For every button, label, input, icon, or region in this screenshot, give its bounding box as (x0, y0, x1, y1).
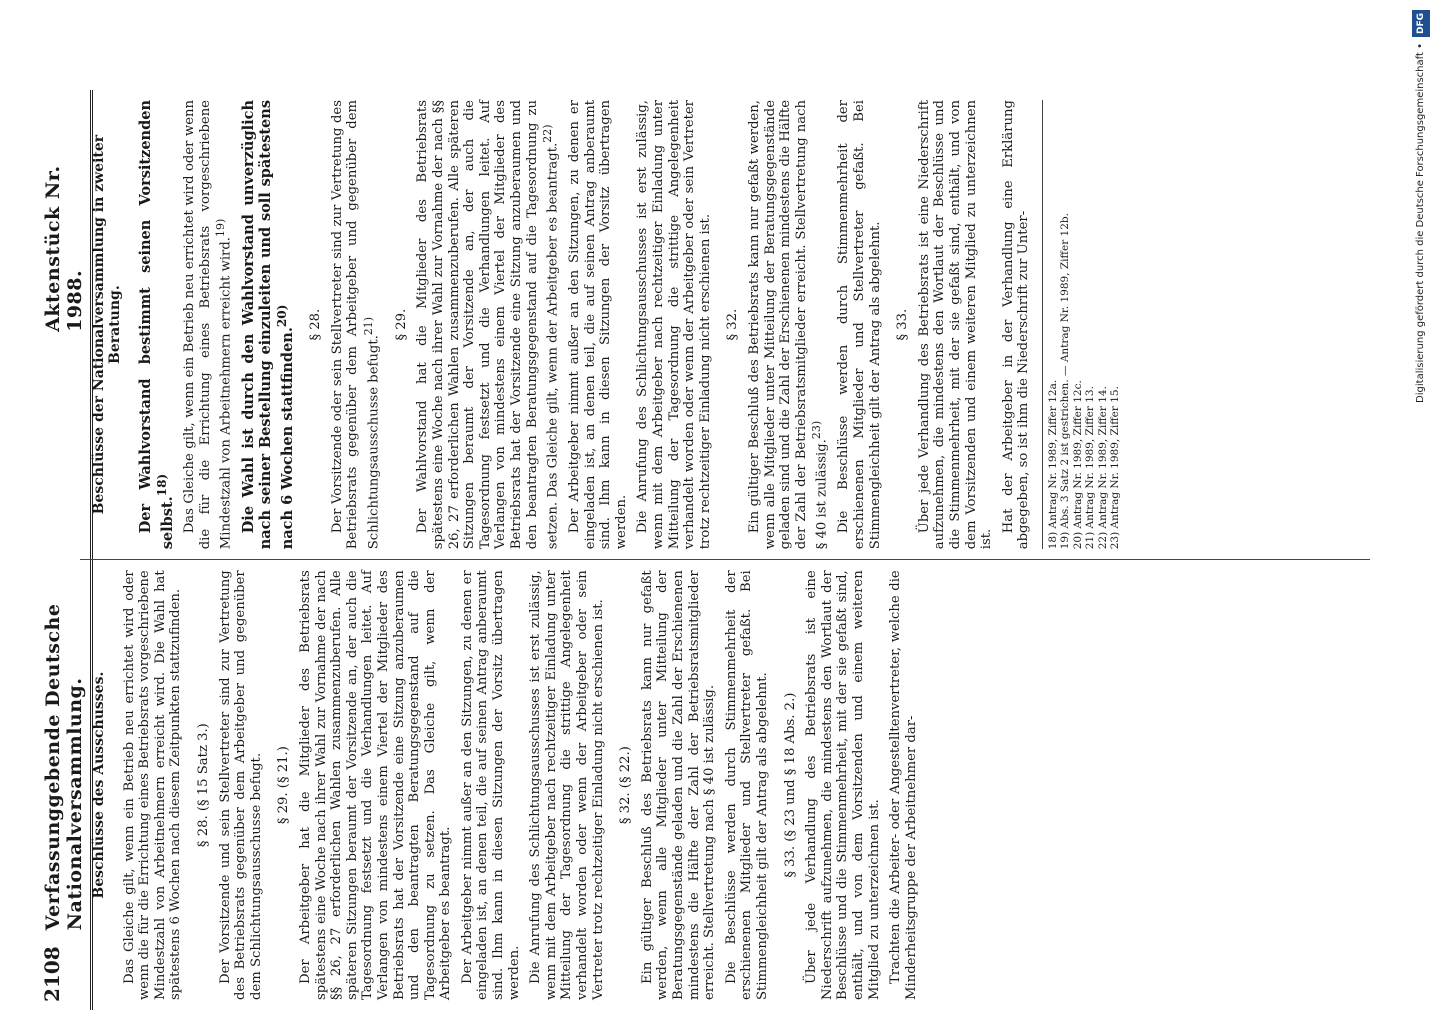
footnote-ref: 18) (155, 473, 170, 497)
footnote: 18) Antrag Nr. 1989, Ziffer 12a. (1046, 379, 1059, 550)
page-title: Verfassunggebende Deutsche Nationalversammlung. (42, 603, 86, 931)
footnote-ref: 19) (214, 218, 228, 238)
footnote-ref: 20) (275, 304, 290, 328)
footnote-ref: 22) (541, 124, 555, 143)
paragraph: Der Arbeitgeber hat die Mitglieder des Betriebsrats spätestens eine Woche nach ihrer Wahl zur Vornahme der nach §§ 26, 27 erforderlichen Wahlen zusammenzuberufen. Alle späteren Sitzungen beraumt der Vorsitzende an, der auch die Tagesordnung festsetzt und die Verhandlungen leitet. Auf Verlangen von mindestens einem Viertel der Mitglieder des Betriebsrats hat der Vorsitzende eine Sitzung anzuberaumen und den beantragten Beratungsgegenstand auf die Tagesordnung zu setzen. Das Gleiche gilt, wenn der Arbeitgeber es beantragt. (297, 570, 454, 1000)
paragraph: Über jede Verhandlung des Betriebsrats ist eine Niederschrift aufzunehmen, die mindestens den Wortlaut der Beschlüsse und die Stimmenmehrheit, mit der sie gefaßt sind, enthält, und von dem Vorsitzenden und einem weiteren Mitglied zu unterzeichnen ist. (916, 100, 995, 550)
paragraph: Der Arbeitgeber nimmt außer an den Sitzungen, zu denen er eingeladen ist, an denen teil, die auf seinen Antrag anberaumt sind. Ihm kann in diesen Sitzungen der Vorsitz übertragen werden. (567, 100, 629, 550)
paragraph: Die Anrufung des Schlichtungsausschusses ist erst zulässig, wenn mit dem Arbeitgeber nach rechtzeitiger Einladung unter Mitteilung der Tagesordnung die strittige Angelegenheit verhandelt worden oder wenn der Arbeitgeber oder sein Vertreter trotz rechtzeitiger Einladung nicht erschienen ist. (528, 570, 606, 1000)
footnote: 22) Antrag Nr. 1989, Ziffer 14. (1096, 386, 1109, 550)
assembly-column (80, 90, 1370, 559)
paragraph: Das Gleiche gilt, wenn ein Betrieb neu errichtet wird oder wenn die für die Errichtung eines Betriebsrats vorgeschriebene Mindestzahl von Arbeitnehmern erreicht wird. Die Wahl hat spätestens 6 Wochen nach diesem Zeitpunkten stattzufinden. (121, 570, 184, 1000)
paragraph (747, 100, 830, 549)
paragraph: Ein gültiger Beschluß des Betriebsrats kann nur gefaßt werden, wenn alle Mitglieder unter Mitteilung der Beratungsgegenstände geladen und die Zahl der Erschienenen mindestens die Hälfte der Zahl der Betriebsratsmitglieder erreicht. Stellvertretung nach § 40 ist zulässig. (639, 570, 718, 1000)
paragraph (330, 100, 382, 549)
section-title: § 29. (§ 21.) (276, 746, 292, 825)
dfg-logo: DFG (1412, 10, 1430, 37)
paragraph: Hat der Arbeitgeber in der Verhandlung eine Erklärung abgegeben, so ist ihm die Niederschrift zur Unter- (1000, 100, 1032, 550)
column-heading: Beschlüsse der Nationalversammlung in zweiter Beratung. (91, 134, 123, 515)
column-heading: Beschlüsse des Ausschusses. (91, 671, 107, 899)
section-title: § 32. (725, 308, 741, 341)
section-title: § 28. (308, 308, 324, 341)
footnote: 21) Antrag Nr. 1989, Ziffer 13. (1084, 386, 1097, 550)
page-number: 2108 (40, 946, 64, 1002)
paragraph: Der Arbeitgeber nimmt außer an den Sitzungen, zu denen er eingeladen ist, an denen teil, die auf seinen Antrag anberaumt sind. Ihm kann in diesen Sitzungen der Vorsitz übertragen werden. (459, 570, 522, 1000)
paragraph-text: Der Wahlvorstand hat die Mitglieder des Betriebsrats spätestens eine Woche nach ihrer Wahl zur Vornahme der nach §§ 26, 27 erforderlichen Wahlen zusammenzuberufen. Alle späteren Sitzungen beraumt der Vorsitzende an, der auch die Tagesordnung festsetzt und die Verhandlungen leitet. Auf Verlangen von mindestens einem Viertel der Mitglieder des Betriebsrats hat der Vorsitzende eine Sitzung anzuberaumen und den beantragten Beratungsgegenstand auf die Tagesordnung zu setzen. Das Gleiche gilt, wenn der Arbeitgeber es beantragt. (415, 100, 561, 550)
paragraph-text: Ein gültiger Beschluß des Betriebsrats kann nur gefaßt werden, wenn alle Mitglieder unter Mitteilung der Beratungsgegenstände geladen sind und die Zahl der Erschienenen mindestens die Hälfte der Zahl der Betriebsratsmitglieder erreicht. Stellvertretung nach § 40 ist zulässig. (747, 100, 830, 550)
bold-text: Der Wahlvorstand bestimmt seinen Vorsitzenden selbst. (137, 100, 177, 550)
footnote: 20) Antrag Nr. 1989, Ziffer 12c. (1071, 380, 1084, 550)
funding-text: Digitalisierung gefördert durch die Deutsche Forschungsgemeinschaft • (1415, 43, 1426, 403)
footnote-ref: 21) (361, 316, 375, 336)
footnote: 23) Antrag Nr. 1989, Ziffer 15. (1109, 386, 1122, 550)
footnote: 19) Abs. 3 Satz 2 ist gestrichen. — Antrag Nr. 1989, Ziffer 12b. (1059, 213, 1072, 550)
section-title: § 33. (§ 23 und § 18 Abs. 2.) (782, 692, 798, 878)
rotated-page (40, 90, 1370, 1010)
paragraph: Die Beschlüsse werden durch Stimmenmehrheit der erschienenen Mitglieder und Stellvertreter gefaßt. Bei Stimmengleichheit gilt der Antrag als abgelehnt. (723, 570, 770, 1000)
paragraph-text: Der Vorsitzende oder sein Stellvertreter sind zur Vertretung des Betriebsrats gegenüber dem Arbeitgeber und gegenüber dem Schlichtungsausschusse befugt. (329, 100, 382, 550)
bold-text: Die Wahl ist durch den Wahlvorstand unverzüglich nach seiner Bestellung einzuleiten und soll spätestens nach 6 Wochen stattfinden. (240, 100, 297, 550)
committee-column (80, 559, 1370, 1010)
paragraph: Der Vorsitzende und sein Stellvertreter sind zur Vertretung des Betriebsrats gegenüber dem Arbeitgeber und gegenüber dem Schlichtungsausschusse befugt. (217, 570, 264, 1000)
paragraph: Die Anrufung des Schlichtungsausschusses ist erst zulässig, wenn mit dem Arbeitgeber nach rechtzeitiger Einladung unter Mitteilung der Tagesordnung die strittige Angelegenheit verhandelt worden oder wenn der Arbeitgeber oder sein Vertreter trotz rechtzeitiger Einladung nicht erschienen ist. (635, 100, 713, 550)
paragraph (182, 100, 234, 549)
columns (80, 90, 1370, 1010)
paragraph (415, 100, 561, 549)
paragraph: Trachten die Arbeiter- oder Angestelltenvertreter, welche die Minderheitsgruppe der Arbeitnehmer dar- (888, 570, 919, 1000)
footnotes (1042, 100, 1122, 549)
section-title: § 32. (§ 22.) (618, 746, 634, 825)
section-title: § 28. (§ 15 Satz 3.) (195, 723, 211, 848)
footnote-ref: 23) (810, 420, 824, 440)
paragraph-text: Das Gleiche gilt, wenn ein Betrieb neu errichtet wird oder wenn die für die Errichtung eines Betriebsrats vorgeschriebene Mindestzahl von Arbeitnehmern erreicht wird. (182, 100, 234, 550)
bold-paragraph (240, 100, 296, 549)
document-number: Aktenstück Nr. 1988. (42, 165, 86, 332)
section-title: § 33. (895, 308, 911, 341)
paragraph: Die Beschlüsse werden durch Stimmenmehrheit der erschienenen Mitglieder und Stellvertreter gefaßt. Bei Stimmengleichheit gilt der Antrag als abgelehnt. (836, 100, 883, 550)
section-title: § 29. (393, 308, 409, 341)
paragraph: Über jede Verhandlung des Betriebsrats ist eine Niederschrift aufzunehmen, die mindestens den Wortlaut der Beschlüsse und die Stimmenmehrheit, mit der sie gefaßt sind, enthält, und von dem Vorsitzenden und einem weiteren Mitglied zu unterzeichnen ist. (804, 570, 882, 1000)
bold-paragraph (137, 100, 176, 549)
funding-notice (1412, 10, 1430, 990)
